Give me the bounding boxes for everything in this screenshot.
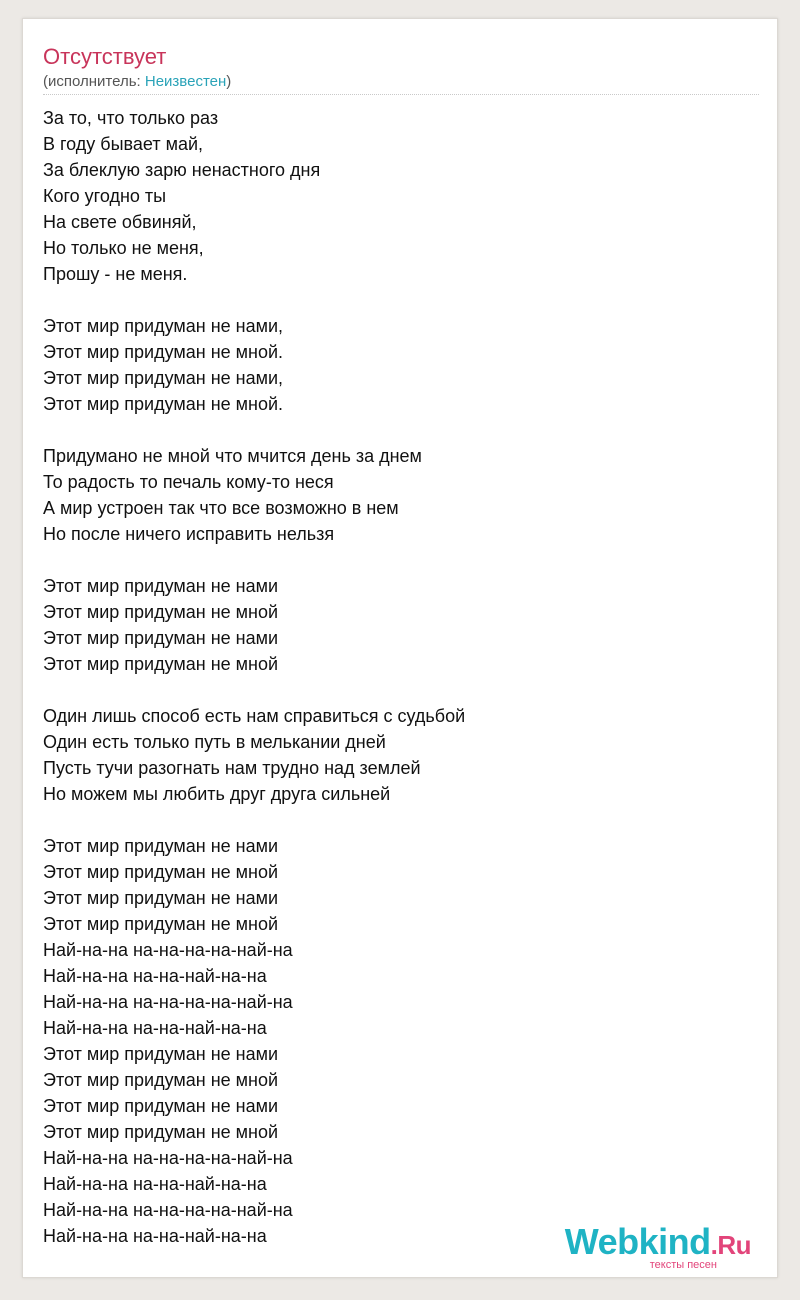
logo-tagline: тексты песен xyxy=(649,1259,717,1271)
artist-prefix: (исполнитель: xyxy=(43,73,145,90)
lyrics-line: На свете обвиняй, xyxy=(43,212,197,232)
lyrics-line: То радость то печаль кому-то неся xyxy=(43,472,334,492)
lyrics-stanza xyxy=(43,703,743,807)
lyrics-card xyxy=(22,18,778,1278)
lyrics-line: Най-на-на на-на-най-на-на xyxy=(43,1018,267,1038)
lyrics-line: Этот мир придуман не мной. xyxy=(43,342,284,362)
lyrics-line: За блеклую зарю ненастного дня xyxy=(43,160,321,180)
lyrics-line: Но только не меня, xyxy=(43,238,204,258)
lyrics-line: Этот мир придуман не нами xyxy=(43,888,279,908)
lyrics-line: Прошу - не меня. xyxy=(43,264,188,284)
lyrics-line: За то, что только раз xyxy=(43,108,219,128)
lyrics-stanza xyxy=(43,833,743,1249)
lyrics-line: Най-на-на на-на-на-на-най-на xyxy=(43,940,293,960)
lyrics-line: Но можем мы любить друг друга сильней xyxy=(43,784,391,804)
lyrics-line: Но после ничего исправить нельзя xyxy=(43,524,335,544)
lyrics-line: Один есть только путь в мелькании дней xyxy=(43,732,386,752)
lyrics-line: Най-на-на на-на-най-на-на xyxy=(43,1174,267,1194)
lyrics-body xyxy=(43,105,743,1275)
artist-suffix: ) xyxy=(226,73,232,90)
lyrics-line: Най-на-на на-на-най-на-на xyxy=(43,1226,267,1246)
lyrics-line: Этот мир придуман не нами xyxy=(43,628,279,648)
lyrics-line: Най-на-на на-на-на-на-най-на xyxy=(43,1200,293,1220)
song-title: Отсутствует xyxy=(43,44,167,69)
lyrics-stanza xyxy=(43,105,743,287)
lyrics-line: Этот мир придуман не нами, xyxy=(43,316,284,336)
lyrics-line: Пусть тучи разогнать нам трудно над землей xyxy=(43,758,421,778)
lyrics-line: Этот мир придуман не мной xyxy=(43,862,279,882)
lyrics-stanza xyxy=(43,443,743,547)
lyrics-line: Этот мир придуман не мной xyxy=(43,1122,279,1142)
lyrics-line: Этот мир придуман не нами xyxy=(43,1044,279,1064)
artist-line xyxy=(43,73,231,91)
lyrics-line: Этот мир придуман не нами, xyxy=(43,368,284,388)
lyrics-line: Этот мир придуман не мной xyxy=(43,654,279,674)
lyrics-line: Най-на-на на-на-на-на-най-на xyxy=(43,992,293,1012)
logo-wordmark xyxy=(564,1221,751,1263)
lyrics-line: Этот мир придуман не нами xyxy=(43,1096,279,1116)
lyrics-line: Этот мир придуман не нами xyxy=(43,836,279,856)
logo-suffix-text: .Ru xyxy=(710,1230,751,1260)
lyrics-stanza xyxy=(43,573,743,677)
lyrics-line: Най-на-на на-на-най-на-на xyxy=(43,966,267,986)
lyrics-line: Один лишь способ есть нам справиться с судьбой xyxy=(43,706,466,726)
lyrics-line: Най-на-на на-на-на-на-най-на xyxy=(43,1148,293,1168)
site-logo[interactable] xyxy=(564,1221,751,1271)
lyrics-stanza xyxy=(43,313,743,417)
lyrics-line: Этот мир придуман не мной xyxy=(43,1070,279,1090)
title-divider xyxy=(43,94,759,95)
lyrics-line: А мир устроен так что все возможно в нем xyxy=(43,498,399,518)
logo-main-text: Webkind xyxy=(564,1221,711,1262)
lyrics-line: Этот мир придуман не нами xyxy=(43,576,279,596)
lyrics-line: Кого угодно ты xyxy=(43,186,167,206)
lyrics-line: В году бывает май, xyxy=(43,134,204,154)
lyrics-line: Этот мир придуман не мной xyxy=(43,602,279,622)
lyrics-line: Этот мир придуман не мной. xyxy=(43,394,284,414)
lyrics-line: Этот мир придуман не мной xyxy=(43,914,279,934)
lyrics-line: Придумано не мной что мчится день за днем xyxy=(43,446,422,466)
artist-link[interactable]: Неизвестен xyxy=(144,73,227,90)
